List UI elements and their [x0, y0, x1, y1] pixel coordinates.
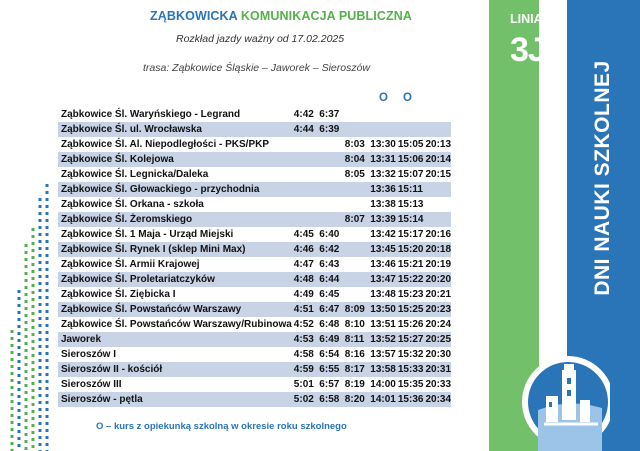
- departure-time: 13:32: [370, 169, 396, 180]
- departure-time: [317, 167, 343, 182]
- departure-time: 6:55: [317, 362, 343, 377]
- town-emblem-icon: [520, 340, 610, 451]
- departure-time: 8:04: [343, 152, 369, 167]
- departure-time: 4:49: [293, 289, 314, 300]
- departure-time: 4:47: [293, 259, 314, 270]
- departure-time: 8:11: [343, 332, 369, 347]
- departure-time: [423, 107, 451, 122]
- departure-time: [343, 272, 369, 287]
- line-number: 3J: [510, 31, 546, 69]
- departure-time: 13:36: [370, 184, 396, 195]
- departure-time: 4:46: [292, 242, 318, 257]
- departure-time: 15:14: [397, 214, 424, 225]
- stop-name: Sieroszów III: [61, 379, 122, 390]
- departure-time: 14:00: [370, 379, 396, 390]
- departure-time: 15:26: [397, 319, 424, 330]
- departure-time: 20:30: [425, 349, 452, 360]
- departure-time: [292, 152, 318, 167]
- departure-time: 13:45: [370, 244, 396, 255]
- departure-time: 13:48: [370, 289, 396, 300]
- table-row: [58, 227, 451, 242]
- footnote: O – kurs z opiekunką szkolną w okresie roku szkolnego: [96, 421, 347, 432]
- departure-time: 4:52: [293, 319, 314, 330]
- departure-time: 15:06: [397, 154, 424, 165]
- departure-time: 8:17: [343, 362, 369, 377]
- stop-name: Sieroszów - pętla: [58, 392, 292, 407]
- departure-time: [343, 182, 369, 197]
- table-row: [58, 302, 451, 317]
- stop-name: Ząbkowice Śl. Rynek I (sklep Mini Max): [58, 242, 292, 257]
- departure-time: 15:27: [397, 334, 424, 345]
- departure-time: 5:02: [292, 392, 318, 407]
- stop-name: Jaworek: [58, 332, 292, 347]
- departure-time: [317, 197, 343, 212]
- route: trasa: Ząbkowice Śląskie – Jaworek – Sieroszów: [143, 62, 371, 74]
- departure-time: [343, 107, 369, 122]
- departure-time: [423, 182, 451, 197]
- line-label: LINIA: [510, 12, 543, 26]
- departure-time: 6:44: [317, 272, 343, 287]
- stop-name: Ząbkowice Śl. Powstańców Warszawy/Rubinowa: [61, 319, 292, 330]
- departure-time: 8:10: [344, 319, 365, 330]
- departure-time: 6:45: [319, 289, 340, 300]
- departure-time: 4:51: [292, 302, 318, 317]
- departure-time: 6:42: [317, 242, 343, 257]
- departure-time: 4:59: [292, 362, 318, 377]
- departure-time: 8:16: [344, 349, 365, 360]
- departure-time: 20:20: [425, 274, 452, 285]
- departure-time: 6:48: [319, 319, 340, 330]
- departure-time: 6:37: [319, 109, 340, 120]
- departure-time: 13:57: [370, 349, 396, 360]
- departure-time: [343, 227, 369, 242]
- departure-time: [396, 122, 424, 137]
- departure-time: 15:22: [397, 274, 424, 285]
- departure-time: 20:23: [425, 304, 452, 315]
- school-days-label: DNI NAUKI SZKOLNEJ: [591, 60, 614, 296]
- table-row: [58, 122, 451, 137]
- departure-time: 15:35: [397, 379, 424, 390]
- school-marker-1: O: [379, 92, 388, 104]
- departure-time: [292, 167, 318, 182]
- departure-time: 13:31: [370, 154, 396, 165]
- departure-time: 6:39: [317, 122, 343, 137]
- departure-time: 20:31: [425, 364, 452, 375]
- departure-time: 6:58: [317, 392, 343, 407]
- departure-time: 15:36: [397, 394, 424, 405]
- departure-time: 15:05: [397, 139, 424, 150]
- departure-time: [317, 212, 343, 227]
- departure-time: [368, 122, 396, 137]
- table-row: [58, 317, 451, 332]
- stop-name: Ząbkowice Śl. Głowackiego - przychodnia: [58, 182, 292, 197]
- stop-name: Ząbkowice Śl. Ziębicka I: [61, 289, 176, 300]
- table-row: [58, 377, 451, 392]
- departure-time: 8:09: [343, 302, 369, 317]
- departure-time: [343, 257, 369, 272]
- departure-time: 13:50: [370, 304, 396, 315]
- timetable: [58, 107, 451, 407]
- departure-time: [317, 137, 343, 152]
- departure-time: 8:07: [343, 212, 369, 227]
- departure-time: 6:54: [319, 349, 340, 360]
- departure-time: [292, 182, 318, 197]
- stop-name: Ząbkowice Śl. Orkana - szkoła: [61, 199, 204, 210]
- departure-time: 13:46: [370, 259, 396, 270]
- departure-time: 15:21: [397, 259, 424, 270]
- stop-name: Ząbkowice Śl. Al. Niepodległości - PKS/PKP: [61, 139, 270, 150]
- departure-time: 6:40: [319, 229, 340, 240]
- departure-time: 6:47: [317, 302, 343, 317]
- departure-time: 20:13: [425, 139, 452, 150]
- departure-time: 20:16: [425, 229, 452, 240]
- stop-name: Ząbkowice Śl. Legnicka/Daleka: [61, 169, 209, 180]
- departure-time: [343, 197, 369, 212]
- table-row: [58, 137, 451, 152]
- departure-time: [423, 212, 451, 227]
- departure-time: 13:30: [370, 139, 396, 150]
- departure-time: 13:42: [370, 229, 396, 240]
- table-row: [58, 182, 451, 197]
- departure-time: [423, 197, 451, 212]
- departure-time: 15:32: [397, 349, 424, 360]
- departure-time: 15:20: [397, 244, 424, 255]
- departure-time: [396, 107, 424, 122]
- departure-time: 13:51: [370, 319, 396, 330]
- departure-time: 20:19: [425, 259, 452, 270]
- departure-time: 8:03: [344, 139, 365, 150]
- departure-time: 14:01: [370, 394, 396, 405]
- stop-name: Sieroszów II - kościół: [58, 362, 292, 377]
- stop-name: Sieroszów I: [61, 349, 117, 360]
- departure-time: 20:21: [425, 289, 452, 300]
- table-row: [58, 167, 451, 182]
- departure-time: 6:57: [319, 379, 340, 390]
- title-brand: ZĄBKOWICKA: [150, 9, 238, 23]
- table-row: [58, 287, 451, 302]
- departure-time: 20:34: [425, 394, 452, 405]
- departure-time: 15:13: [397, 199, 424, 210]
- departure-time: [317, 182, 343, 197]
- departure-time: 15:17: [397, 229, 424, 240]
- title-rest: KOMUNIKACJA PUBLICZNA: [240, 9, 412, 23]
- departure-time: [292, 197, 318, 212]
- departure-time: 15:11: [397, 184, 423, 195]
- school-marker-2: O: [403, 92, 412, 104]
- departure-time: 13:47: [370, 274, 396, 285]
- departure-time: 4:58: [293, 349, 314, 360]
- departure-time: 4:42: [293, 109, 314, 120]
- departure-time: 15:07: [397, 169, 424, 180]
- departure-time: [292, 137, 318, 152]
- departure-time: 20:18: [425, 244, 452, 255]
- departure-time: 15:23: [397, 289, 424, 300]
- stop-name: Ząbkowice Śl. ul. Wrocławska: [58, 122, 292, 137]
- departure-time: [368, 107, 396, 122]
- table-row: [58, 212, 451, 227]
- departure-time: 4:48: [292, 272, 318, 287]
- table-row: [58, 347, 451, 362]
- departure-time: [343, 122, 369, 137]
- table-row: [58, 392, 451, 407]
- stop-name: Ząbkowice Śl. Armii Krajowej: [61, 259, 200, 270]
- departure-time: 13:58: [370, 364, 396, 375]
- stop-name: Ząbkowice Śl. Kolejowa: [58, 152, 292, 167]
- departure-time: 8:19: [344, 379, 365, 390]
- departure-time: [292, 212, 318, 227]
- departure-time: [317, 152, 343, 167]
- departure-time: [343, 242, 369, 257]
- departure-time: 20:24: [425, 319, 452, 330]
- departure-time: 4:53: [292, 332, 318, 347]
- departure-time: 4:45: [293, 229, 314, 240]
- departure-time: 20:14: [425, 154, 452, 165]
- stop-name: Ząbkowice Śl. Powstańców Warszawy: [58, 302, 292, 317]
- departure-time: 20:33: [425, 379, 452, 390]
- departure-time: 13:52: [370, 334, 396, 345]
- departure-time: 20:15: [425, 169, 452, 180]
- departure-time: 4:44: [292, 122, 318, 137]
- table-row: [58, 362, 451, 377]
- departure-time: 6:49: [317, 332, 343, 347]
- departure-time: 8:20: [343, 392, 369, 407]
- departure-time: 13:39: [370, 214, 396, 225]
- header-title: [150, 9, 412, 23]
- stop-name: Ząbkowice Śl. Proletariatczyków: [58, 272, 292, 287]
- departure-time: [343, 287, 369, 302]
- table-row: [58, 272, 451, 287]
- stop-name: Ząbkowice Śl. 1 Maja - Urząd Miejski: [61, 229, 234, 240]
- departure-time: 13:38: [370, 199, 396, 210]
- departure-time: 15:33: [397, 364, 424, 375]
- stop-name: Ząbkowice Śl. Waryńskiego - Legrand: [61, 109, 241, 120]
- departure-time: 5:01: [293, 379, 314, 390]
- table-row: [58, 107, 451, 122]
- departure-time: [423, 122, 451, 137]
- table-row: [58, 257, 451, 272]
- departure-time: 8:05: [344, 169, 365, 180]
- stop-name: Ząbkowice Śl. Żeromskiego: [58, 212, 292, 227]
- table-row: [58, 197, 451, 212]
- departure-time: 15:25: [397, 304, 424, 315]
- departure-time: 6:43: [319, 259, 340, 270]
- valid-from: Rozkład jazdy ważny od 17.02.2025: [176, 33, 345, 45]
- table-row: [58, 332, 451, 347]
- table-row: [58, 242, 451, 257]
- decorative-dots: [0, 0, 60, 451]
- table-row: [58, 152, 451, 167]
- departure-time: 20:25: [425, 334, 452, 345]
